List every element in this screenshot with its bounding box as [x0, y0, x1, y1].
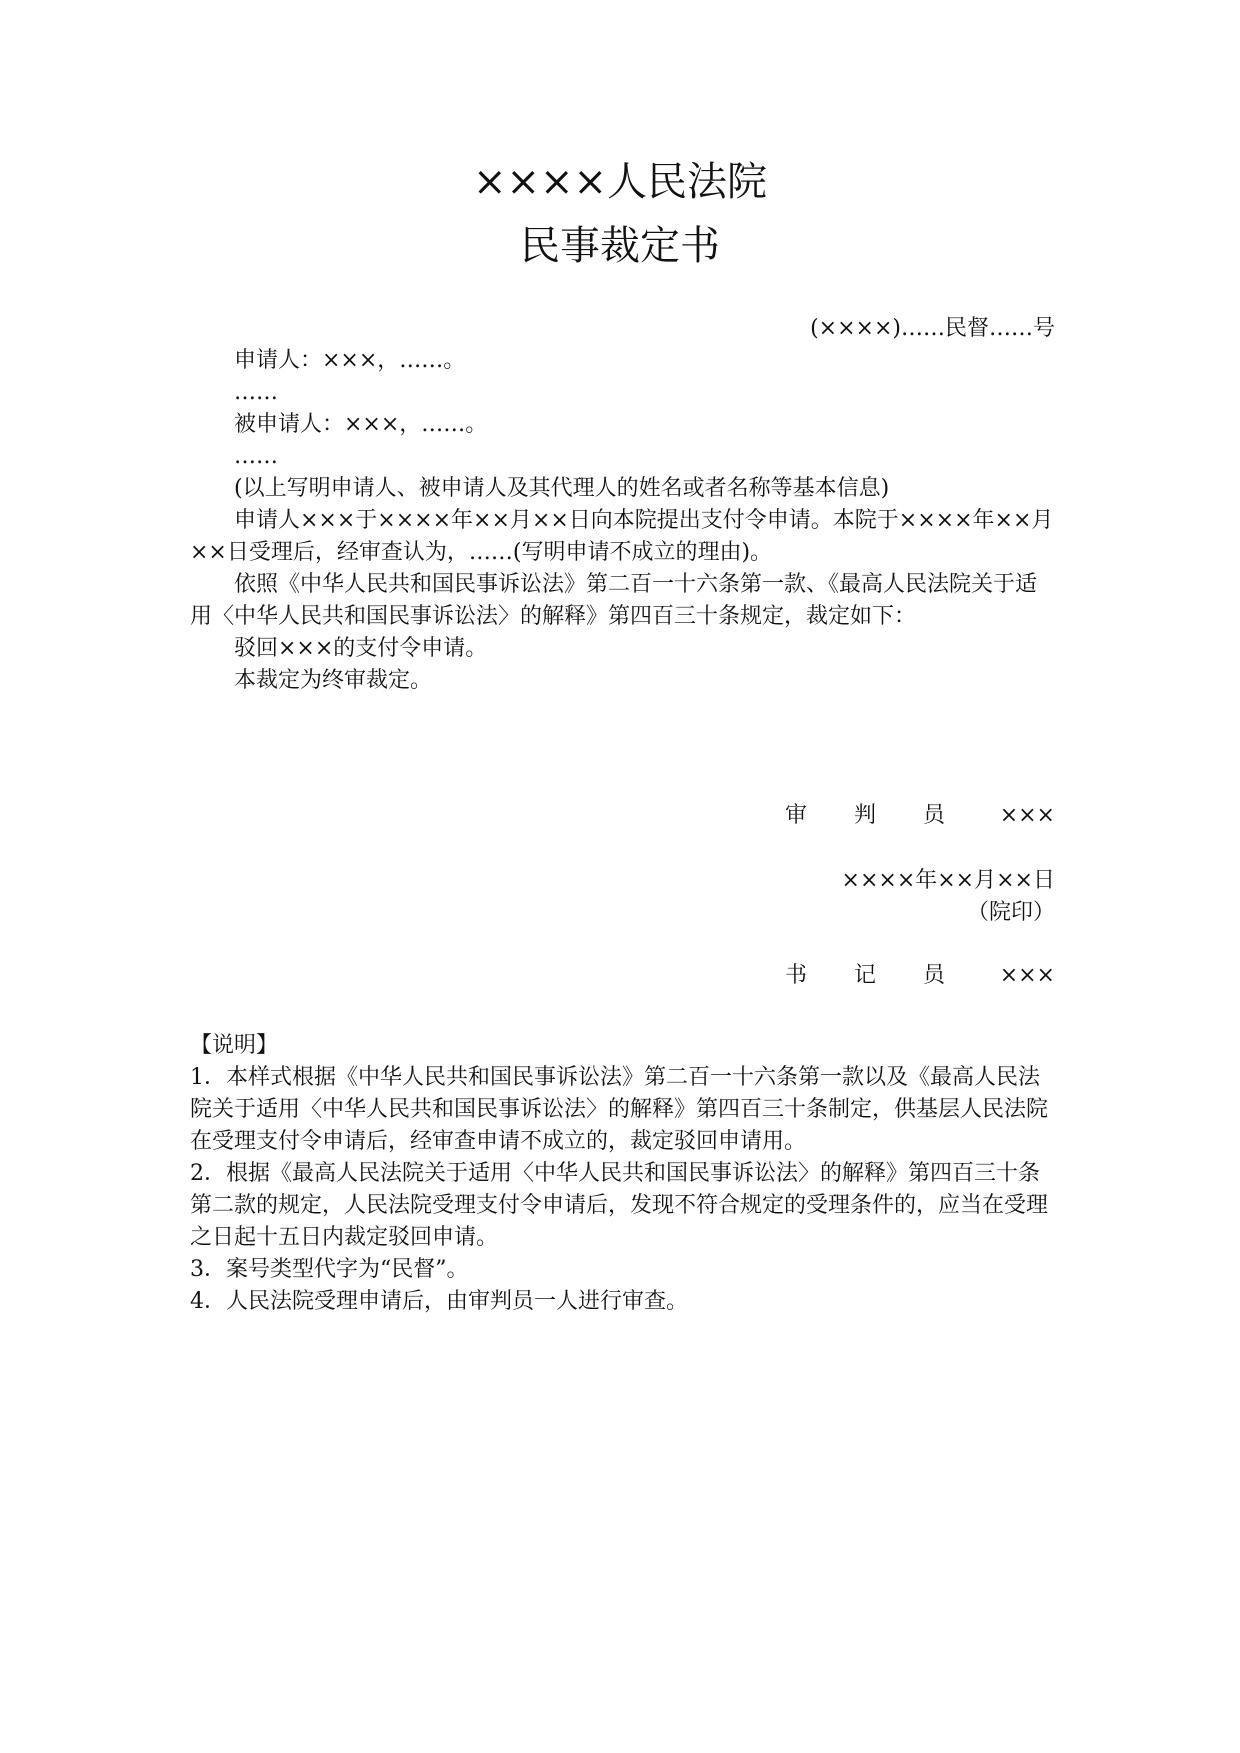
note-item: 1．本样式根据《中华人民共和国民事诉讼法》第二百一十六条第一款以及《最高人民法院关于适用〈中华人民共和国民事诉讼法〉的解释》第四百三十条制定，供基层人民法院在受理支付令申请后，经审查申请不成立的，裁定驳回申请用。 — [190, 1065, 1049, 1154]
applicant-ellipsis: …… — [234, 380, 278, 405]
facts-paragraph: 申请人×××于××××年××月××日向本院提出支付令申请。本院于××××年××月××日受理后，经审查认为，……(写明申请不成立的理由)。 — [190, 508, 1054, 565]
court-name-title: ××××人民法院 — [472, 159, 768, 205]
ruling-paragraph: 驳回×××的支付令申请。 — [234, 636, 488, 661]
clerk-name: ××× — [999, 963, 1055, 988]
ruling-date: ××××年××月××日 — [841, 868, 1055, 893]
notes-heading: 【说明】 — [190, 1033, 279, 1058]
document-type-title: 民事裁定书 — [520, 223, 720, 269]
clerk-signature-row — [785, 960, 1055, 992]
clerk-title: 书 记 员 — [785, 963, 945, 988]
note-item: 2．根据《最高人民法院关于适用〈中华人民共和国民事诉讼法〉的解释》第四百三十条第二款的规定，人民法院受理支付令申请后，发现不符合规定的受理条件的，应当在受理之日起十五日内裁定驳回申请。 — [190, 1161, 1049, 1250]
finality-paragraph: 本裁定为终审裁定。 — [234, 668, 433, 693]
document-body — [190, 345, 1055, 697]
judge-signature-row — [785, 800, 1055, 832]
applicant-line: 申请人：×××，……。 — [234, 348, 466, 373]
respondent-ellipsis: …… — [234, 444, 278, 469]
court-seal-note: （院印） — [966, 900, 1055, 925]
judge-title: 审 判 员 — [785, 803, 945, 828]
judge-name: ××× — [999, 803, 1055, 828]
note-item: 4．人民法院受理申请后，由审判员一人进行审查。 — [190, 1289, 688, 1314]
note-item: 3．案号类型代字为“民督”。 — [190, 1257, 469, 1282]
parties-note: (以上写明申请人、被申请人及其代理人的姓名或者名称等基本信息) — [234, 476, 890, 501]
explanatory-notes — [190, 1030, 1055, 1318]
respondent-line: 被申请人：×××，……。 — [234, 412, 488, 437]
case-number: (××××)……民督……号 — [810, 316, 1055, 341]
legal-basis-paragraph: 依照《中华人民共和国民事诉讼法》第二百一十六条第一款、《最高人民法院关于适用〈中华人民共和国民事诉讼法〉的解释》第四百三十条规定，裁定如下： — [190, 572, 1038, 629]
